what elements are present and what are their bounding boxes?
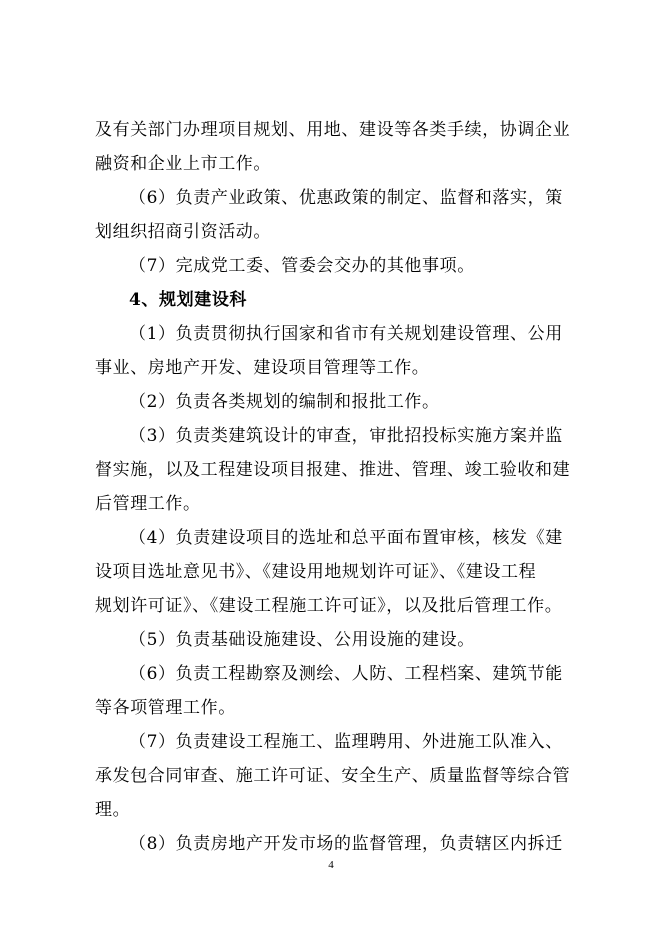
section-heading: 4、规划建设科	[129, 290, 248, 310]
text-line: （2）负责各类规划的编制和报批工作。	[129, 392, 440, 412]
text-line: 督实施，以及工程建设项目报建、推进、管理、竣工验收和建	[95, 460, 571, 480]
text-line: 划组织招商引资活动。	[95, 222, 271, 242]
text-line: 设项目选址意见书》、《建设用地规划许可证》、《建设工程	[95, 562, 537, 582]
text-line: （5）负责基础设施建设、公用设施的建设。	[129, 630, 475, 650]
text-line: 事业、房地产开发、建设项目管理等工作。	[95, 358, 430, 378]
text-line: 后管理工作。	[95, 494, 201, 514]
text-line: （4）负责建设项目的选址和总平面布置审核，核发《建	[129, 528, 563, 548]
text-line: 融资和企业上市工作。	[95, 154, 271, 174]
text-line: （7）完成党工委、管委会交办的其他事项。	[129, 256, 475, 276]
text-line: （1）负责贯彻执行国家和省市有关规划建设管理、公用	[129, 324, 563, 344]
text-line: （6）负责工程勘察及测绘、人防、工程档案、建筑节能	[129, 664, 563, 684]
text-line: （8）负责房地产开发市场的监督管理，负责辖区内拆迁	[129, 834, 563, 854]
text-line: 规划许可证》、《建设工程施工许可证》，以及批后管理工作。	[95, 596, 563, 616]
text-line: （3）负责类建筑设计的审查，审批招投标实施方案并监	[129, 426, 563, 446]
text-line: （6）负责产业政策、优惠政策的制定、监督和落实，策	[129, 188, 563, 208]
text-line: 承发包合同审查、施工许可证、安全生产、质量监督等综合管	[95, 766, 571, 786]
text-line: 等各项管理工作。	[95, 698, 236, 718]
text-line: 理。	[95, 800, 131, 820]
text-line: （7）负责建设工程施工、监理聘用、外进施工队准入、	[129, 732, 563, 752]
text-line: 及有关部门办理项目规划、用地、建设等各类手续，协调企业	[95, 120, 571, 140]
page-number: 4	[328, 859, 334, 871]
